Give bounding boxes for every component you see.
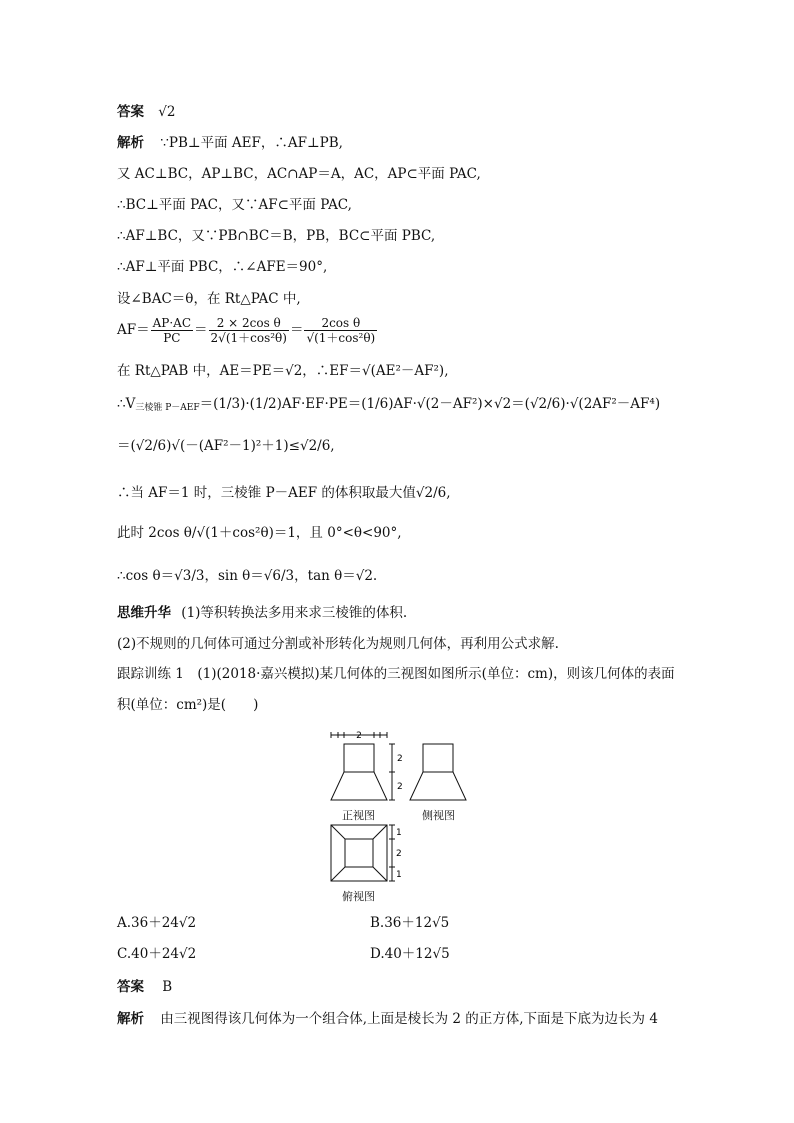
fraction-2-denominator: 2√(1＋cos²θ) [210,331,287,345]
top-view-dim-label-1: 1 [396,828,402,838]
front-view-cube [344,744,374,772]
top-view-caption: 俯视图 [342,890,375,903]
fraction-3 [304,316,377,345]
equals-1: ＝ [194,322,208,338]
front-view-frustum [331,772,387,800]
side-view-frustum [410,772,466,800]
volume-symbol: ∴V [117,396,136,412]
volume-subscript: 三棱锥 P－AEF [135,403,200,413]
analysis-line-6: 设∠BAC＝θ，在 Rt△PAC 中, [117,291,301,307]
top-view-dim-label-2: 2 [396,849,402,859]
analysis-line-7 [117,316,378,345]
fraction-2-numerator: 2 × 2cos θ [209,316,289,331]
option-d: D.40＋12√5 [370,946,450,962]
fraction-3-numerator: 2cos θ [304,316,377,331]
analysis-2-label: 解析 [117,1011,144,1027]
analysis-line-12: 此时 2cos θ/√(1＋cos²θ)＝1，且 0°<θ<90°, [117,525,402,541]
option-b: B.36＋12√5 [370,915,450,931]
insight-text-1: (1)等积转换法多用来求三棱锥的体积. [181,605,408,621]
fraction-1 [151,316,193,345]
exercise-line-1: 跟踪训练 1 (1)(2018·嘉兴模拟)某几何体的三视图如图所示(单位：cm)，则该几何体的表面 [117,666,675,682]
analysis-2-line [117,1010,658,1028]
analysis-line-5: ∴AF⊥平面 PBC，∴∠AFE＝90°, [117,259,328,275]
top-view [331,825,395,881]
analysis-line-10: ＝(√2/6)√(－(AF²－1)²＋1)≤√2/6, [117,438,335,454]
front-view-caption: 正视图 [342,809,375,822]
answer-2-value: B [162,979,173,995]
fraction-1-numerator: AP·AC [152,316,192,330]
analysis-line-2: 又 AC⊥BC，AP⊥BC，AC∩AP＝A，AC，AP⊂平面 PAC, [117,166,481,182]
side-view-caption: 侧视图 [422,809,455,822]
fraction-2 [209,316,289,345]
front-dim-right-label-2: 2 [397,782,403,792]
option-a: A.36＋24√2 [117,915,197,931]
front-view [331,732,395,800]
front-dim-right-label-1: 2 [397,754,403,764]
exercise-line-2: 积(单位：cm²)是( ) [117,697,259,713]
option-c: C.40＋24√2 [117,946,197,962]
front-dim-top-label: 2 [356,731,362,741]
side-view-cube [423,744,453,772]
fraction-1-denominator: PC [163,331,181,345]
insight-label: 思维升华 [117,605,171,621]
analysis-line-4: ∴AF⊥BC，又∵PB∩BC＝B，PB，BC⊂平面 PBC, [117,228,436,244]
answer-value: √2 [158,104,176,120]
answer-2-label: 答案 [117,979,144,995]
volume-expression: ＝(1/3)·(1/2)AF·EF·PE＝(1/6)AF·√(2－AF²)×√2＝(√2/6)·√(2AF²－AF⁴) [199,396,661,412]
analysis-line-13: ∴cos θ＝√3/3，sin θ＝√6/3，tan θ＝√2. [117,568,378,584]
analysis-line-9 [117,395,660,417]
answer-label: 答案 [117,104,144,120]
formula-af-lhs: AF＝ [117,322,150,338]
fraction-3-denominator: √(1＋cos²θ) [306,331,376,345]
analysis-line-3: ∴BC⊥平面 PAC，又∵AF⊂平面 PAC, [117,197,352,213]
side-view [410,744,466,800]
insight-line-1 [117,604,407,622]
equals-2: ＝ [289,322,304,338]
analysis-line-8: 在 Rt△PAB 中，AE＝PE＝√2，∴EF＝√(AE²－AF²), [117,363,449,379]
analysis-label: 解析 [117,135,144,151]
analysis-line-1 [117,134,343,152]
analysis-line-11: ∴当 AF＝1 时，三棱锥 P－AEF 的体积取最大值√2/6, [117,485,451,501]
analysis-text-1: ∵PB⊥平面 AEF，∴AF⊥PB, [160,135,343,151]
top-view-inner-square [345,839,373,867]
insight-line-2: (2)不规则的几何体可通过分割或补形转化为规则几何体，再利用公式求解. [117,636,559,652]
answer-line [117,103,176,121]
top-view-dim-label-3: 1 [396,870,402,880]
answer-2-line [117,978,172,996]
analysis-2-text: 由三视图得该几何体为一个组合体,上面是棱长为 2 的正方体,下面是下底为边长为 4 [160,1011,658,1027]
